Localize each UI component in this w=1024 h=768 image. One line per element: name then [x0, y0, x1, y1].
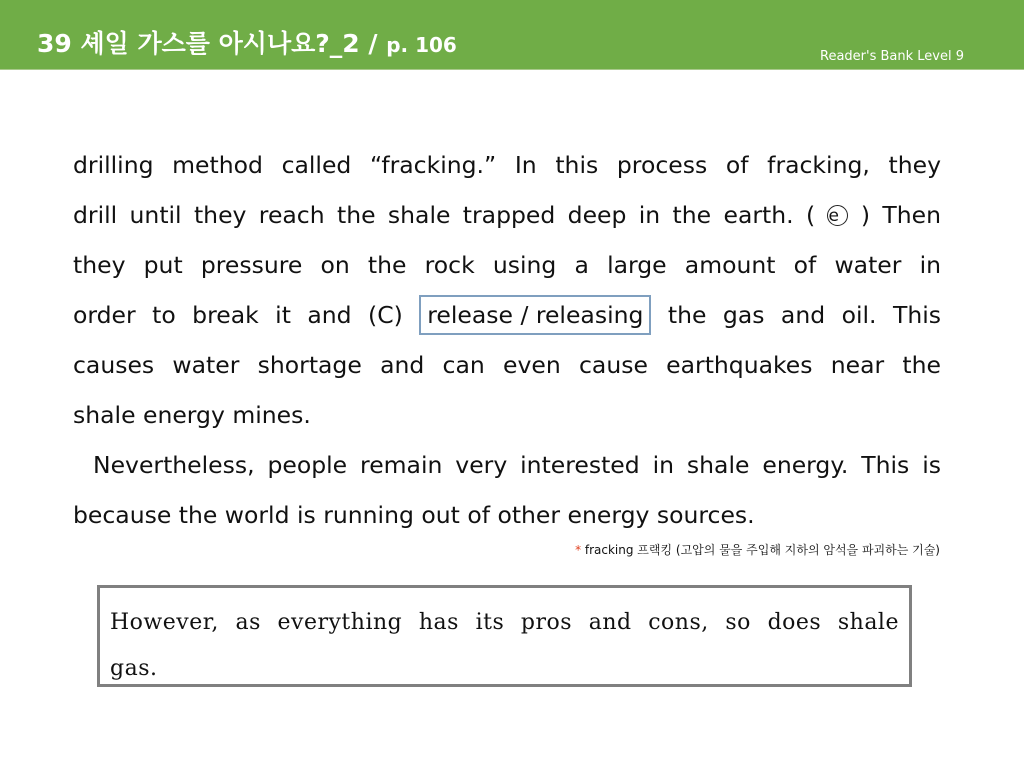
- passage-line: they put pressure on the rock using a large amount of water in: [73, 251, 941, 279]
- passage-text-segment: the gas and oil. This: [651, 301, 941, 329]
- passage-line: [73, 290, 941, 340]
- passage-line: [73, 190, 941, 240]
- passage-line: Nevertheless, people remain very interested in shale energy. This is: [93, 451, 941, 479]
- footnote: [575, 542, 940, 558]
- passage-line: because the world is running out of other energy sources.: [73, 501, 755, 529]
- passage-text-segment: order to break it and (C): [73, 301, 420, 329]
- brand-label: Reader's Bank Level 9: [820, 49, 964, 64]
- title-separator: /: [359, 29, 387, 58]
- answer-sentence-box: [97, 585, 912, 687]
- answer-choice-box[interactable]: release / releasing: [419, 295, 651, 335]
- passage-line: shale energy mines.: [73, 401, 311, 429]
- answer-line: gas.: [110, 656, 158, 681]
- passage-line: causes water shortage and can even cause earthquakes near the: [73, 351, 941, 379]
- slide-title: [37, 28, 457, 61]
- passage-text-segment: drill until they reach the shale trapped deep in the earth. (: [73, 201, 828, 229]
- footnote-text: fracking 프랙킹 (고압의 물을 주입해 지하의 암석을 파괴하는 기술): [581, 543, 940, 557]
- header-bar: [0, 0, 1024, 70]
- answer-line: However, as everything has its pros and cons, so does shale: [110, 610, 899, 635]
- footnote-star: *: [575, 543, 582, 557]
- circled-e-marker: e: [827, 205, 848, 226]
- passage-line: drilling method called “fracking.” In this process of fracking, they: [73, 151, 941, 179]
- passage-text-segment: ) Then: [848, 201, 941, 229]
- slide-title-text: 39 셰일 가스를 아시나요?_2: [37, 29, 360, 58]
- passage-text: [73, 140, 941, 540]
- page-reference: p. 106: [386, 33, 457, 57]
